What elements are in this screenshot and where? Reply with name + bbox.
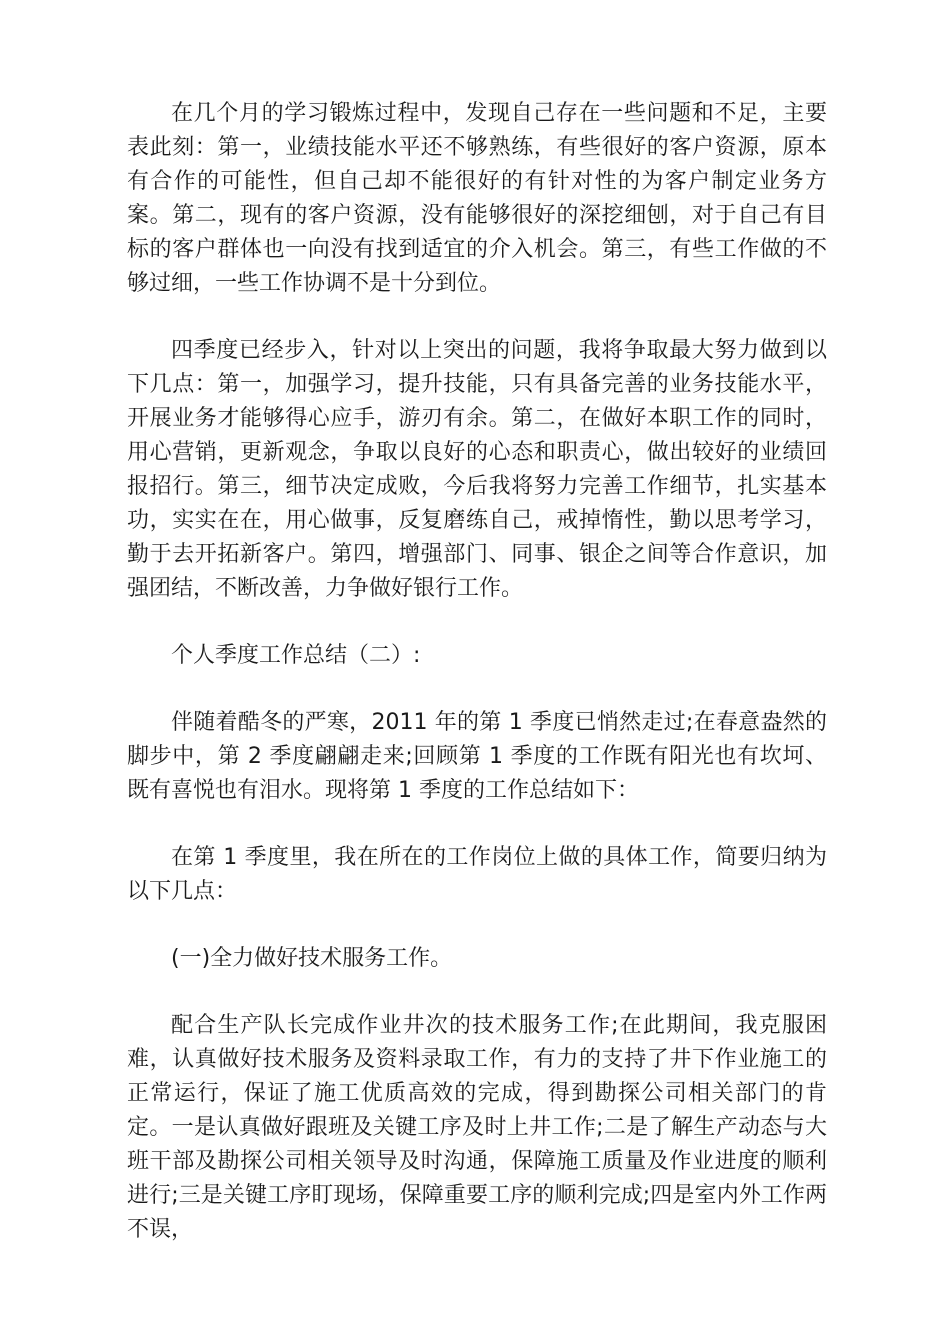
- document-page: [127, 97, 827, 1280]
- subheading-technical-service: (一)全力做好技术服务工作。: [171, 946, 453, 971]
- paragraph-technical-service: 配合生产队长完成作业井次的技术服务工作;在此期间，我克服困难，认真做好技术服务及资料录取工作，有力的支持了井下作业施工的正常运行，保证了施工优质高效的完成，得到勘探公司相关部门的肯定。一是认真做好跟班及关键工序及时上井工作;二是了解生产动态与大班干部及勘探公司相关领导及时沟通，保障施工质量及作业进度的顺利进行;三是关键工序盯现场，保障重要工序的顺利完成;四是室内外工作两不误，: [127, 1013, 827, 1242]
- paragraph-summary-lead: 在第 1 季度里，我在所在的工作岗位上做的具体工作，简要归纳为以下几点：: [127, 845, 827, 904]
- paragraph-problems: 在几个月的学习锻炼过程中，发现自己存在一些问题和不足，主要表此刻：第一，业绩技能水平还不够熟练，有些很好的客户资源，原本有合作的可能性，但自己却不能很好的有针对性的为客户制定业务方案。第二，现有的客户资源，没有能够很好的深挖细刨，对于自己有目标的客户群体也一向没有找到适宜的介入机会。第三，有些工作做的不够过细，一些工作协调不是十分到位。: [127, 101, 827, 296]
- paragraph-intro: 伴随着酷冬的严寒，2011 年的第 1 季度已悄然走过;在春意盎然的脚步中，第 2 季度翩翩走来;回顾第 1 季度的工作既有阳光也有坎坷、既有喜悦也有泪水。现将第 1 季度的工作总结如下：: [127, 710, 827, 803]
- paragraph-q4-plan: 四季度已经步入，针对以上突出的问题，我将争取最大努力做到以下几点：第一，加强学习，提升技能，只有具备完善的业务技能水平，开展业务才能够得心应手，游刃有余。第二，在做好本职工作的同时，用心营销，更新观念，争取以良好的心态和职责心，做出较好的业绩回报招行。第三，细节决定成败，今后我将努力完善工作细节，扎实基本功，实实在在，用心做事，反复磨练自己，戒掉惰性，勤以思考学习，勤于去开拓新客户。第四，增强部门、同事、银企之间等合作意识，加强团结，不断改善，力争做好银行工作。: [127, 338, 827, 601]
- section-heading: 个人季度工作总结（二）:: [171, 643, 421, 668]
